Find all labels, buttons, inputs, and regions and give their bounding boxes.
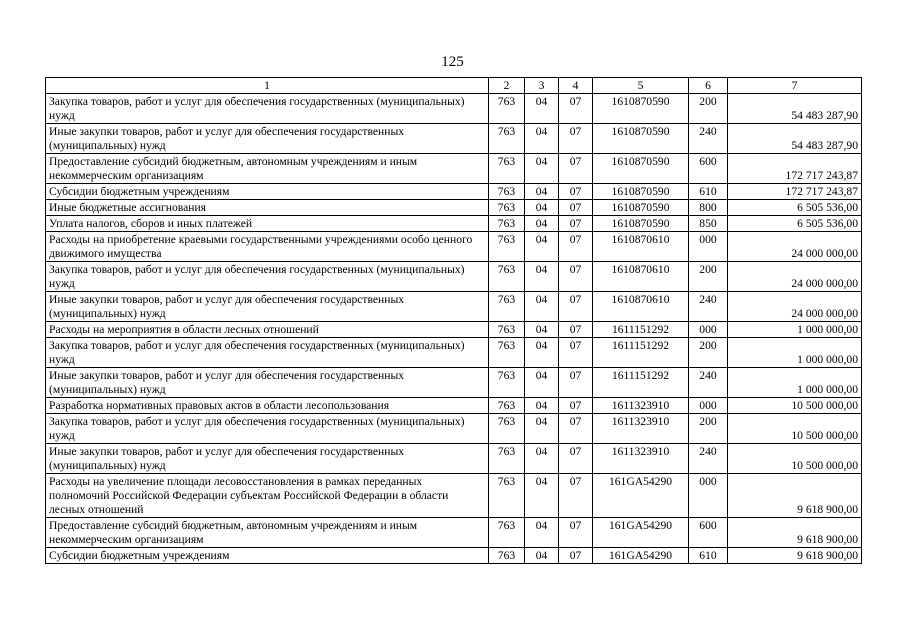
row-amount-cell: 24 000 000,00	[728, 232, 862, 262]
row-code-5-cell: 1611323910	[593, 398, 689, 414]
row-amount-cell: 10 500 000,00	[728, 414, 862, 444]
row-code-4-cell: 07	[559, 262, 593, 292]
row-code-6-cell: 610	[689, 184, 728, 200]
row-name-cell: Иные бюджетные ассигнования	[46, 200, 489, 216]
row-code-4-cell: 07	[559, 232, 593, 262]
row-code-4-cell: 07	[559, 518, 593, 548]
row-name-cell: Иные закупки товаров, работ и услуг для обеспечения государственных (муниципальных) нужд	[46, 368, 489, 398]
row-name-cell: Закупка товаров, работ и услуг для обеспечения государственных (муниципальных) нужд	[46, 414, 489, 444]
row-code-5-cell: 1610870590	[593, 216, 689, 232]
row-code-5-cell: 161GA54290	[593, 518, 689, 548]
row-code-4-cell: 07	[559, 94, 593, 124]
column-header: 2	[489, 78, 525, 94]
table-row	[46, 368, 862, 398]
row-code-4-cell: 07	[559, 398, 593, 414]
row-code-5-cell: 1611151292	[593, 338, 689, 368]
row-amount-cell: 10 500 000,00	[728, 444, 862, 474]
row-code-3-cell: 04	[525, 414, 559, 444]
row-amount-cell: 24 000 000,00	[728, 262, 862, 292]
row-name-cell: Предоставление субсидий бюджетным, автономным учреждениям и иным некоммерческим организациям	[46, 518, 489, 548]
row-code-6-cell: 850	[689, 216, 728, 232]
table-row	[46, 444, 862, 474]
row-amount-cell: 1 000 000,00	[728, 322, 862, 338]
row-name-cell: Иные закупки товаров, работ и услуг для обеспечения государственных (муниципальных) нужд	[46, 124, 489, 154]
row-code-4-cell: 07	[559, 414, 593, 444]
row-code-3-cell: 04	[525, 154, 559, 184]
row-code-3-cell: 04	[525, 184, 559, 200]
column-header: 7	[728, 78, 862, 94]
table-header-row	[46, 78, 862, 94]
table-row	[46, 94, 862, 124]
row-code-3-cell: 04	[525, 232, 559, 262]
row-amount-cell: 54 483 287,90	[728, 94, 862, 124]
row-code-4-cell: 07	[559, 548, 593, 564]
row-name-cell: Закупка товаров, работ и услуг для обеспечения государственных (муниципальных) нужд	[46, 262, 489, 292]
table-row	[46, 232, 862, 262]
row-code-2-cell: 763	[489, 94, 525, 124]
row-name-cell: Расходы на приобретение краевыми государственными учреждениями особо ценного движимого имущества	[46, 232, 489, 262]
row-amount-cell: 172 717 243,87	[728, 154, 862, 184]
row-name-cell: Предоставление субсидий бюджетным, автономным учреждениям и иным некоммерческим организациям	[46, 154, 489, 184]
row-code-3-cell: 04	[525, 94, 559, 124]
row-amount-cell: 1 000 000,00	[728, 338, 862, 368]
row-code-2-cell: 763	[489, 292, 525, 322]
row-code-2-cell: 763	[489, 398, 525, 414]
row-code-3-cell: 04	[525, 398, 559, 414]
row-code-2-cell: 763	[489, 200, 525, 216]
row-amount-cell: 10 500 000,00	[728, 398, 862, 414]
row-code-2-cell: 763	[489, 232, 525, 262]
row-code-4-cell: 07	[559, 184, 593, 200]
row-name-cell: Закупка товаров, работ и услуг для обеспечения государственных (муниципальных) нужд	[46, 94, 489, 124]
row-amount-cell: 9 618 900,00	[728, 474, 862, 518]
row-code-3-cell: 04	[525, 338, 559, 368]
table-row	[46, 184, 862, 200]
row-amount-cell: 24 000 000,00	[728, 292, 862, 322]
row-code-2-cell: 763	[489, 414, 525, 444]
row-code-6-cell: 200	[689, 414, 728, 444]
row-code-2-cell: 763	[489, 262, 525, 292]
row-code-5-cell: 1610870610	[593, 262, 689, 292]
row-name-cell: Закупка товаров, работ и услуг для обеспечения государственных (муниципальных) нужд	[46, 338, 489, 368]
row-code-4-cell: 07	[559, 124, 593, 154]
budget-table	[45, 77, 862, 564]
row-code-3-cell: 04	[525, 518, 559, 548]
row-code-5-cell: 1611151292	[593, 368, 689, 398]
row-code-3-cell: 04	[525, 124, 559, 154]
table-row	[46, 474, 862, 518]
row-code-3-cell: 04	[525, 216, 559, 232]
table-row	[46, 200, 862, 216]
row-name-cell: Расходы на увеличение площади лесовосстановления в рамках переданных полномочий Российской Федерации субъектам Российской Федерации в области лесных отношений	[46, 474, 489, 518]
table-row	[46, 292, 862, 322]
row-code-5-cell: 161GA54290	[593, 548, 689, 564]
column-header: 6	[689, 78, 728, 94]
row-code-5-cell: 1610870590	[593, 154, 689, 184]
row-code-5-cell: 161GA54290	[593, 474, 689, 518]
table-row	[46, 548, 862, 564]
row-amount-cell: 6 505 536,00	[728, 200, 862, 216]
row-code-6-cell: 000	[689, 322, 728, 338]
row-code-5-cell: 1610870590	[593, 184, 689, 200]
row-code-4-cell: 07	[559, 292, 593, 322]
row-code-6-cell: 240	[689, 368, 728, 398]
row-code-6-cell: 600	[689, 154, 728, 184]
row-code-6-cell: 000	[689, 474, 728, 518]
row-code-2-cell: 763	[489, 548, 525, 564]
row-amount-cell: 172 717 243,87	[728, 184, 862, 200]
row-code-6-cell: 200	[689, 262, 728, 292]
table-body	[46, 94, 862, 564]
row-amount-cell: 6 505 536,00	[728, 216, 862, 232]
row-code-3-cell: 04	[525, 474, 559, 518]
table-row	[46, 338, 862, 368]
row-code-2-cell: 763	[489, 184, 525, 200]
column-header: 4	[559, 78, 593, 94]
table-row	[46, 322, 862, 338]
row-code-2-cell: 763	[489, 444, 525, 474]
table-row	[46, 398, 862, 414]
table-row	[46, 216, 862, 232]
row-code-4-cell: 07	[559, 216, 593, 232]
row-code-6-cell: 240	[689, 124, 728, 154]
row-code-6-cell: 610	[689, 548, 728, 564]
column-header: 1	[46, 78, 489, 94]
table-row	[46, 518, 862, 548]
row-code-4-cell: 07	[559, 200, 593, 216]
row-name-cell: Иные закупки товаров, работ и услуг для обеспечения государственных (муниципальных) нужд	[46, 444, 489, 474]
table-row	[46, 124, 862, 154]
row-code-5-cell: 1611151292	[593, 322, 689, 338]
row-code-5-cell: 1610870590	[593, 94, 689, 124]
row-name-cell: Уплата налогов, сборов и иных платежей	[46, 216, 489, 232]
row-code-3-cell: 04	[525, 548, 559, 564]
row-code-5-cell: 1610870590	[593, 200, 689, 216]
row-code-3-cell: 04	[525, 368, 559, 398]
row-name-cell: Субсидии бюджетным учреждениям	[46, 548, 489, 564]
row-code-4-cell: 07	[559, 444, 593, 474]
row-code-2-cell: 763	[489, 368, 525, 398]
row-name-cell: Иные закупки товаров, работ и услуг для обеспечения государственных (муниципальных) нужд	[46, 292, 489, 322]
row-code-6-cell: 000	[689, 398, 728, 414]
row-code-4-cell: 07	[559, 154, 593, 184]
row-amount-cell: 54 483 287,90	[728, 124, 862, 154]
row-amount-cell: 1 000 000,00	[728, 368, 862, 398]
row-code-3-cell: 04	[525, 200, 559, 216]
row-code-6-cell: 600	[689, 518, 728, 548]
row-code-4-cell: 07	[559, 338, 593, 368]
row-amount-cell: 9 618 900,00	[728, 518, 862, 548]
row-code-6-cell: 200	[689, 94, 728, 124]
row-name-cell: Разработка нормативных правовых актов в области лесопользования	[46, 398, 489, 414]
row-code-6-cell: 200	[689, 338, 728, 368]
row-code-4-cell: 07	[559, 368, 593, 398]
row-code-4-cell: 07	[559, 322, 593, 338]
row-name-cell: Субсидии бюджетным учреждениям	[46, 184, 489, 200]
table-row	[46, 154, 862, 184]
row-code-2-cell: 763	[489, 216, 525, 232]
row-code-2-cell: 763	[489, 338, 525, 368]
row-code-6-cell: 240	[689, 444, 728, 474]
row-code-4-cell: 07	[559, 474, 593, 518]
row-code-6-cell: 800	[689, 200, 728, 216]
table-row	[46, 414, 862, 444]
row-code-5-cell: 1611323910	[593, 444, 689, 474]
row-code-5-cell: 1610870590	[593, 124, 689, 154]
row-code-3-cell: 04	[525, 262, 559, 292]
row-code-3-cell: 04	[525, 292, 559, 322]
row-code-2-cell: 763	[489, 322, 525, 338]
row-code-2-cell: 763	[489, 124, 525, 154]
row-code-6-cell: 000	[689, 232, 728, 262]
row-code-2-cell: 763	[489, 154, 525, 184]
row-code-5-cell: 1611323910	[593, 414, 689, 444]
row-code-6-cell: 240	[689, 292, 728, 322]
row-name-cell: Расходы на мероприятия в области лесных отношений	[46, 322, 489, 338]
page-number: 125	[441, 54, 464, 70]
row-code-3-cell: 04	[525, 444, 559, 474]
row-code-5-cell: 1610870610	[593, 292, 689, 322]
row-code-3-cell: 04	[525, 322, 559, 338]
row-code-5-cell: 1610870610	[593, 232, 689, 262]
row-code-2-cell: 763	[489, 518, 525, 548]
row-amount-cell: 9 618 900,00	[728, 548, 862, 564]
row-code-2-cell: 763	[489, 474, 525, 518]
table-row	[46, 262, 862, 292]
column-header: 3	[525, 78, 559, 94]
column-header: 5	[593, 78, 689, 94]
